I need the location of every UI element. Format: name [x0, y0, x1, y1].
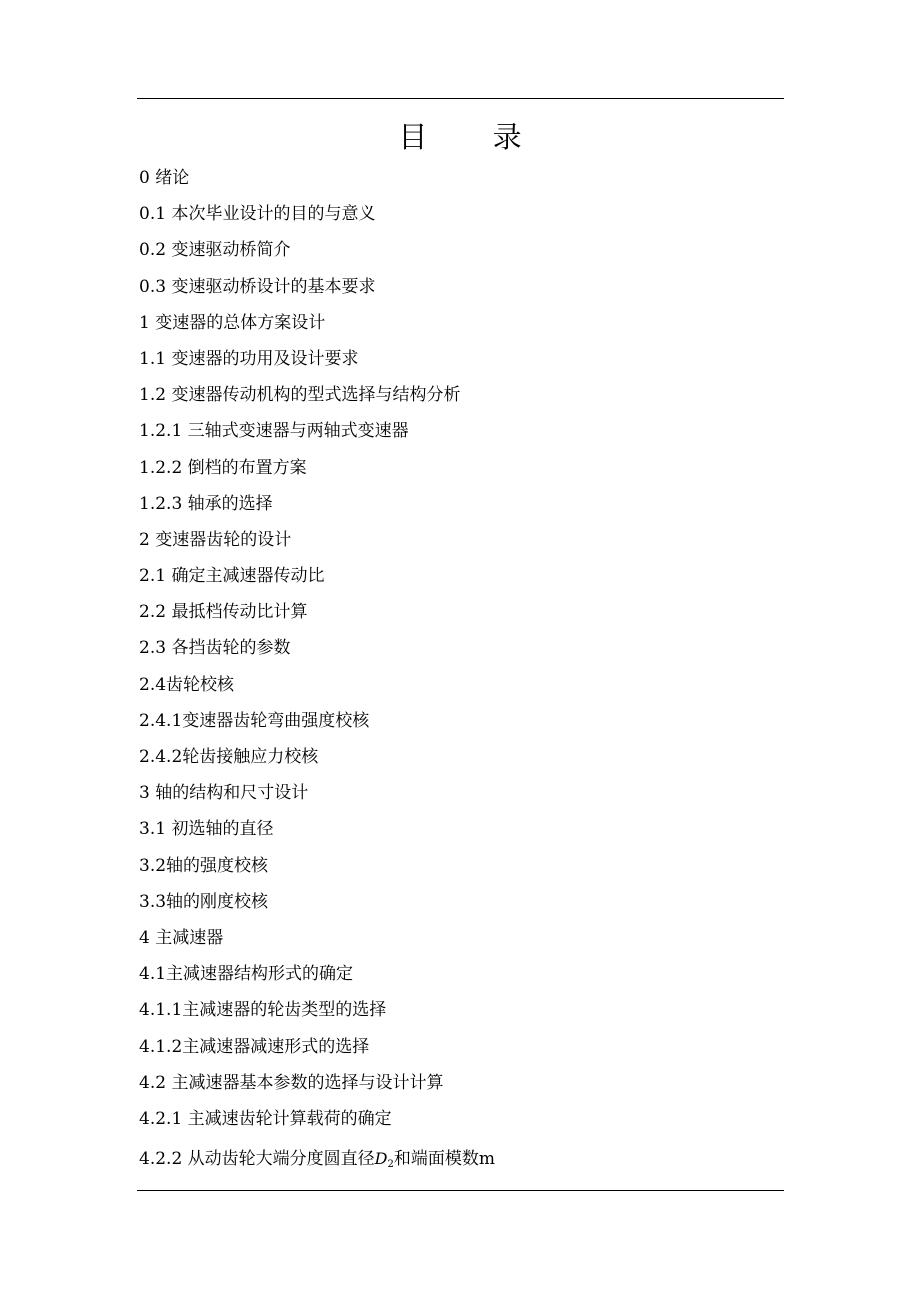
toc-entry[interactable]: 1.2.1 三轴式变速器与两轴式变速器 [139, 421, 409, 442]
toc-entry[interactable]: 1.2.2 倒档的布置方案 [139, 457, 307, 478]
toc-entry[interactable]: 1.2.3 轴承的选择 [139, 493, 273, 514]
diameter-symbol-subscript: 2 [387, 1159, 394, 1171]
bottom-rule [137, 1190, 784, 1191]
toc-entry[interactable]: 3.3轴的刚度校核 [139, 891, 269, 912]
toc-entry[interactable]: 4.1.1主减速器的轮齿类型的选择 [139, 1000, 387, 1021]
toc-entry[interactable]: 4.1主减速器结构形式的确定 [139, 964, 354, 985]
toc-entry[interactable]: 3.2轴的强度校核 [139, 855, 269, 876]
toc-entry-last-prefix: 4.2.2 从动齿轮大端分度圆直径 [139, 1149, 375, 1170]
toc-entry-last[interactable] [139, 1137, 779, 1181]
toc-entry[interactable]: 3 轴的结构和尺寸设计 [139, 783, 309, 804]
toc-entry[interactable]: 2.4.1变速器齿轮弯曲强度校核 [139, 710, 370, 731]
toc-entry[interactable]: 2.2 最抵档传动比计算 [139, 602, 308, 623]
top-rule [137, 98, 784, 99]
toc-entry[interactable]: 2.4.2轮齿接触应力校核 [139, 747, 319, 767]
toc-entry[interactable]: 0.3 变速驱动桥设计的基本要求 [139, 276, 376, 297]
toc-entry[interactable]: 1 变速器的总体方案设计 [139, 312, 326, 333]
toc-entry[interactable]: 0.2 变速驱动桥简介 [139, 240, 291, 261]
toc-entry[interactable]: 4.2 主减速器基本参数的选择与设计计算 [139, 1072, 444, 1093]
toc-entry[interactable]: 4.2.1 主减速齿轮计算载荷的确定 [139, 1108, 392, 1129]
toc-entry[interactable]: 2.1 确定主减速器传动比 [139, 566, 325, 587]
page-title: 目 录 [398, 120, 550, 154]
toc-entry[interactable]: 2.4齿轮校核 [139, 674, 235, 695]
toc-entry[interactable]: 4.1.2主减速器减速形式的选择 [139, 1036, 370, 1057]
diameter-symbol [374, 1149, 394, 1171]
diameter-symbol-letter: D [374, 1149, 388, 1169]
toc-list [139, 160, 779, 1181]
toc-entry[interactable]: 2.3 各挡齿轮的参数 [139, 638, 291, 659]
toc-entry[interactable]: 1.1 变速器的功用及设计要求 [139, 348, 359, 369]
toc-entry[interactable]: 1.2 变速器传动机构的型式选择与结构分析 [139, 385, 461, 406]
toc-entry[interactable]: 2 变速器齿轮的设计 [139, 529, 292, 550]
toc-entry[interactable]: 0 绪论 [139, 168, 190, 188]
toc-entry[interactable]: 0.1 本次毕业设计的目的与意义 [139, 204, 376, 225]
toc-entry[interactable]: 3.1 初选轴的直径 [139, 819, 274, 840]
toc-entry[interactable]: 4 主减速器 [139, 927, 224, 948]
toc-entry-last-suffix: 和端面模数m [393, 1149, 495, 1170]
